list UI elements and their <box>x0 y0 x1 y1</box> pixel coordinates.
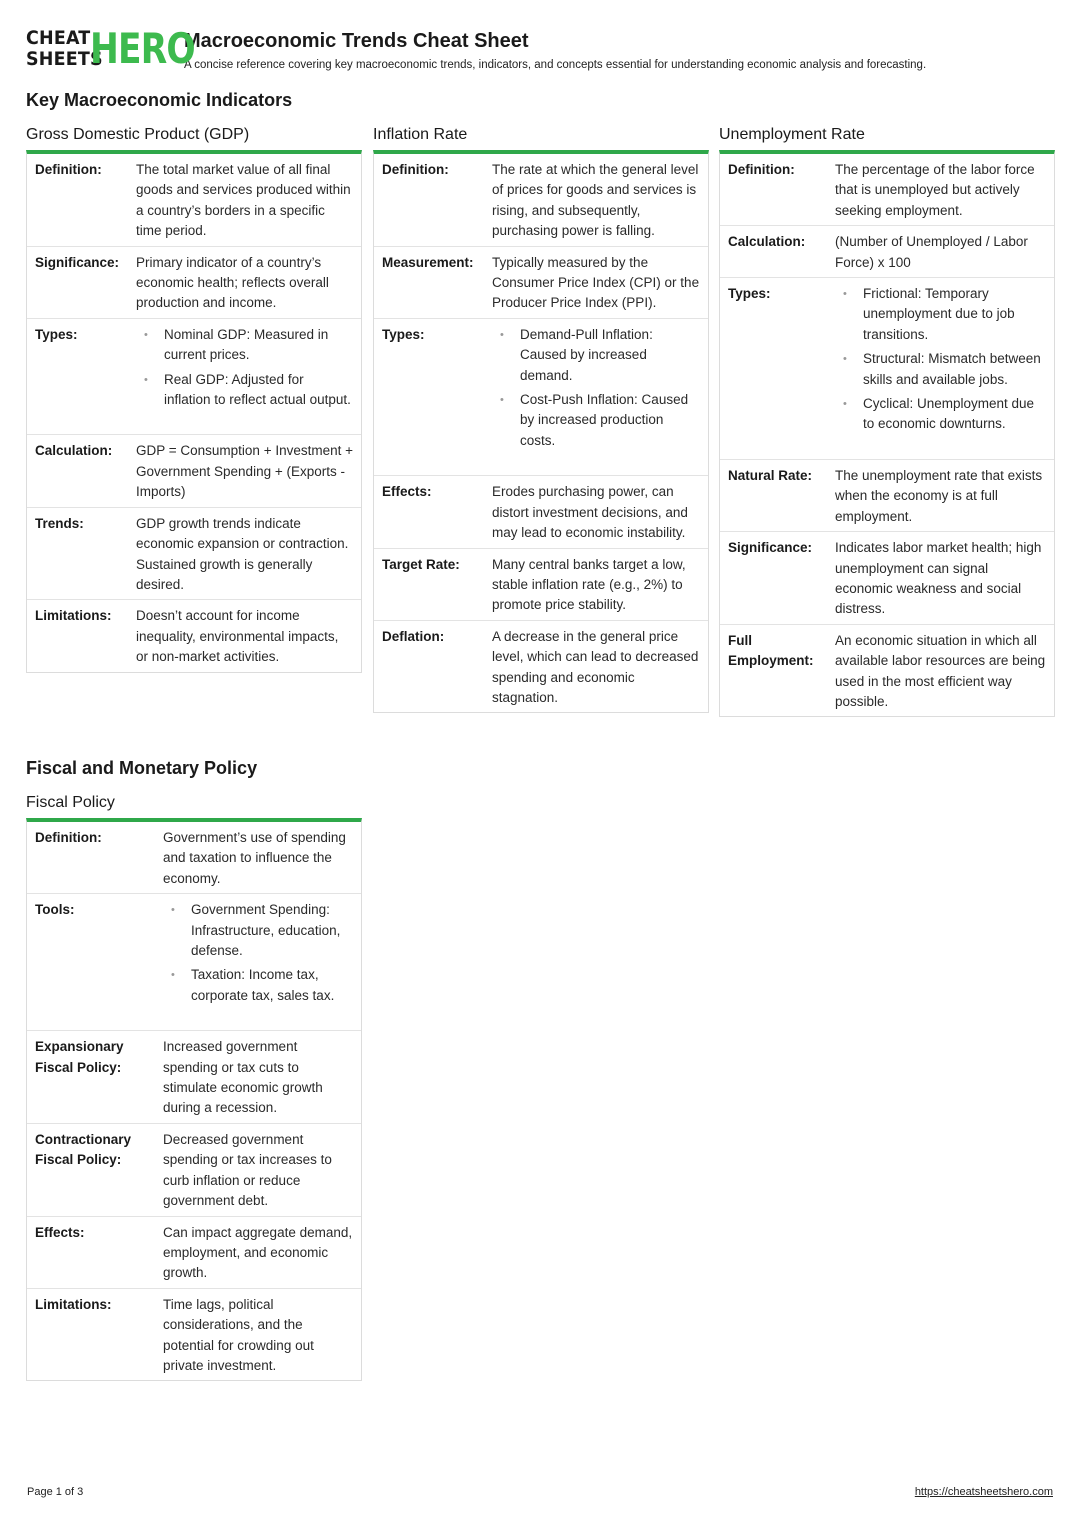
table-row <box>720 625 1054 717</box>
row-label: Natural Rate: <box>728 467 813 483</box>
table-row <box>27 154 361 247</box>
card-gdp <box>26 126 362 673</box>
row-value <box>163 900 353 1026</box>
card-title: Inflation Rate <box>373 126 468 143</box>
page-subtitle: A concise reference covering key macroeconomic trends, indicators, and concepts essential for understanding economic analysis and forecasting. <box>184 59 927 71</box>
table-row <box>374 621 708 713</box>
card-title: Unemployment Rate <box>719 126 865 143</box>
bullet-list <box>492 325 700 471</box>
row-label: Expansionary Fiscal Policy: <box>35 1039 124 1075</box>
logo-cheat-text: CHEAT <box>26 27 91 49</box>
row-value: The total market value of all final goods and services produced within a country’s borders in a specific time period. <box>136 162 351 239</box>
row-label: Types: <box>728 286 771 302</box>
card-unemployment <box>719 126 1055 717</box>
page-number: Page 1 of 3 <box>27 1486 84 1498</box>
row-value: Typically measured by the Consumer Price Index (CPI) or the Producer Price Index (PPI). <box>492 254 700 311</box>
header-text <box>184 28 926 72</box>
row-value: The rate at which the general level of prices for goods and services is rising, and subsequently, purchasing power is falling. <box>492 162 699 239</box>
row-label: Tools: <box>35 902 75 918</box>
row-value: The percentage of the labor force that is unemployed but actively seeking employment. <box>835 162 1035 218</box>
card-title: Gross Domestic Product (GDP) <box>26 126 250 143</box>
list-item: • Taxation: Income tax, corporate tax, sales tax. <box>163 965 353 1006</box>
row-label: Calculation: <box>35 443 113 459</box>
row-value: Primary indicator of a country’s economic health; reflects overall production and income. <box>136 254 329 311</box>
card-body <box>26 150 362 673</box>
card-body <box>26 818 362 1381</box>
list-item: • Cyclical: Unemployment due to economic downturns. <box>835 394 1046 435</box>
section-title-policy: Fiscal and Monetary Policy <box>26 758 258 778</box>
table-row <box>720 532 1054 625</box>
list-item: • Nominal GDP: Measured in current prices. <box>136 325 353 366</box>
row-value: Can impact aggregate demand, employment, and economic growth. <box>163 1224 353 1281</box>
row-label: Measurement: <box>382 254 474 270</box>
row-label: Significance: <box>728 540 813 556</box>
table-row <box>27 1124 361 1217</box>
row-label: Deflation: <box>382 628 445 644</box>
row-label: Definition: <box>35 162 102 177</box>
table-row <box>720 278 1054 460</box>
table-row <box>374 476 708 548</box>
row-value: Time lags, political considerations, and the potential for crowding out private investment. <box>163 1296 314 1373</box>
row-label: Contractionary Fiscal Policy: <box>35 1131 132 1168</box>
row-value: A decrease in the general price level, which can lead to decreased spending and economic stagnation. <box>492 628 699 705</box>
logo-wordmark <box>26 27 103 70</box>
row-label: Types: <box>35 326 78 342</box>
row-label: Significance: <box>35 254 120 270</box>
row-label: Calculation: <box>728 234 806 250</box>
card-body <box>373 150 709 713</box>
table-row <box>27 319 361 436</box>
row-label: Limitations: <box>35 1296 112 1312</box>
row-label: Definition: <box>728 162 795 177</box>
row-value: Indicates labor market health; high unemployment can signal economic weakness and social distress. <box>835 540 1042 617</box>
row-value: Many central banks target a low, stable inflation rate (e.g., 2%) to promote price stability. <box>492 556 686 613</box>
row-value <box>492 325 700 471</box>
row-label: Trends: <box>35 515 84 531</box>
row-value: Doesn’t account for income inequality, environmental impacts, or non-market activities. <box>136 608 339 665</box>
row-label: Definition: <box>35 830 102 845</box>
header <box>26 24 927 73</box>
row-label: Target Rate: <box>382 556 460 572</box>
table-row <box>720 460 1054 532</box>
row-value: Decreased government spending or tax increases to curb inflation or reduce government debt. <box>163 1131 332 1209</box>
row-value: Government’s use of spending and taxation to influence the economy. <box>163 830 346 886</box>
list-item: • Cost-Push Inflation: Caused by increased production costs. <box>492 390 700 451</box>
table-row <box>374 549 708 621</box>
table-row <box>27 508 361 601</box>
row-label: Definition: <box>382 162 449 177</box>
table-row <box>374 154 708 247</box>
table-row <box>27 435 361 507</box>
table-row <box>27 822 361 894</box>
bullet-list <box>835 284 1046 455</box>
row-label: Effects: <box>35 1224 85 1240</box>
table-row <box>720 154 1054 226</box>
site-link[interactable]: https://cheatsheetshero.com <box>914 1486 1053 1498</box>
table-row <box>27 894 361 1031</box>
row-value: GDP = Consumption + Investment + Government Spending + (Exports - Imports) <box>136 443 353 500</box>
table-row <box>720 226 1054 278</box>
card-fiscal <box>26 794 362 1381</box>
bullet-list <box>136 325 353 431</box>
cheatsheetshero-logo[interactable] <box>26 24 195 73</box>
table-row <box>27 1031 361 1124</box>
row-label: Full Employment: <box>728 632 814 669</box>
list-item: • Government Spending: Infrastructure, education, defense. <box>163 900 353 961</box>
row-value: An economic situation in which all available labor resources are being used in the most efficient way possible. <box>835 632 1046 709</box>
row-label: Limitations: <box>35 608 112 624</box>
row-value: Increased government spending or tax cuts to stimulate economic growth during a recession. <box>163 1039 323 1116</box>
section-title-indicators: Key Macroeconomic Indicators <box>26 90 293 110</box>
table-row <box>27 600 361 671</box>
table-row <box>374 247 708 319</box>
row-value: GDP growth trends indicate economic expansion or contraction. Sustained growth is generally desired. <box>136 515 349 592</box>
list-item: • Frictional: Temporary unemployment due to job transitions. <box>835 284 1046 345</box>
logo-hero-text: HERO <box>90 24 195 73</box>
list-item: • Real GDP: Adjusted for inflation to reflect actual output. <box>136 370 353 411</box>
card-body <box>719 150 1055 717</box>
list-item: • Demand-Pull Inflation: Caused by increased demand. <box>492 325 700 386</box>
row-label: Types: <box>382 326 425 342</box>
list-item: • Structural: Mismatch between skills and available jobs. <box>835 349 1046 390</box>
row-value <box>136 325 353 431</box>
row-value: Erodes purchasing power, can distort investment decisions, and may lead to economic instability. <box>492 484 688 541</box>
table-row <box>27 247 361 319</box>
card-inflation <box>373 126 709 713</box>
table-row <box>374 319 708 476</box>
bullet-list <box>163 900 353 1026</box>
row-value <box>835 284 1046 455</box>
logo-sheets-text: SHEETS <box>26 48 103 70</box>
row-value: (Number of Unemployed / Labor Force) x 100 <box>835 234 1028 270</box>
row-label: Effects: <box>382 484 432 500</box>
row-value: The unemployment rate that exists when the economy is at full employment. <box>835 467 1043 524</box>
card-title: Fiscal Policy <box>26 794 115 811</box>
table-row <box>27 1217 361 1289</box>
page-title: Macroeconomic Trends Cheat Sheet <box>184 30 529 52</box>
table-row <box>27 1289 361 1381</box>
